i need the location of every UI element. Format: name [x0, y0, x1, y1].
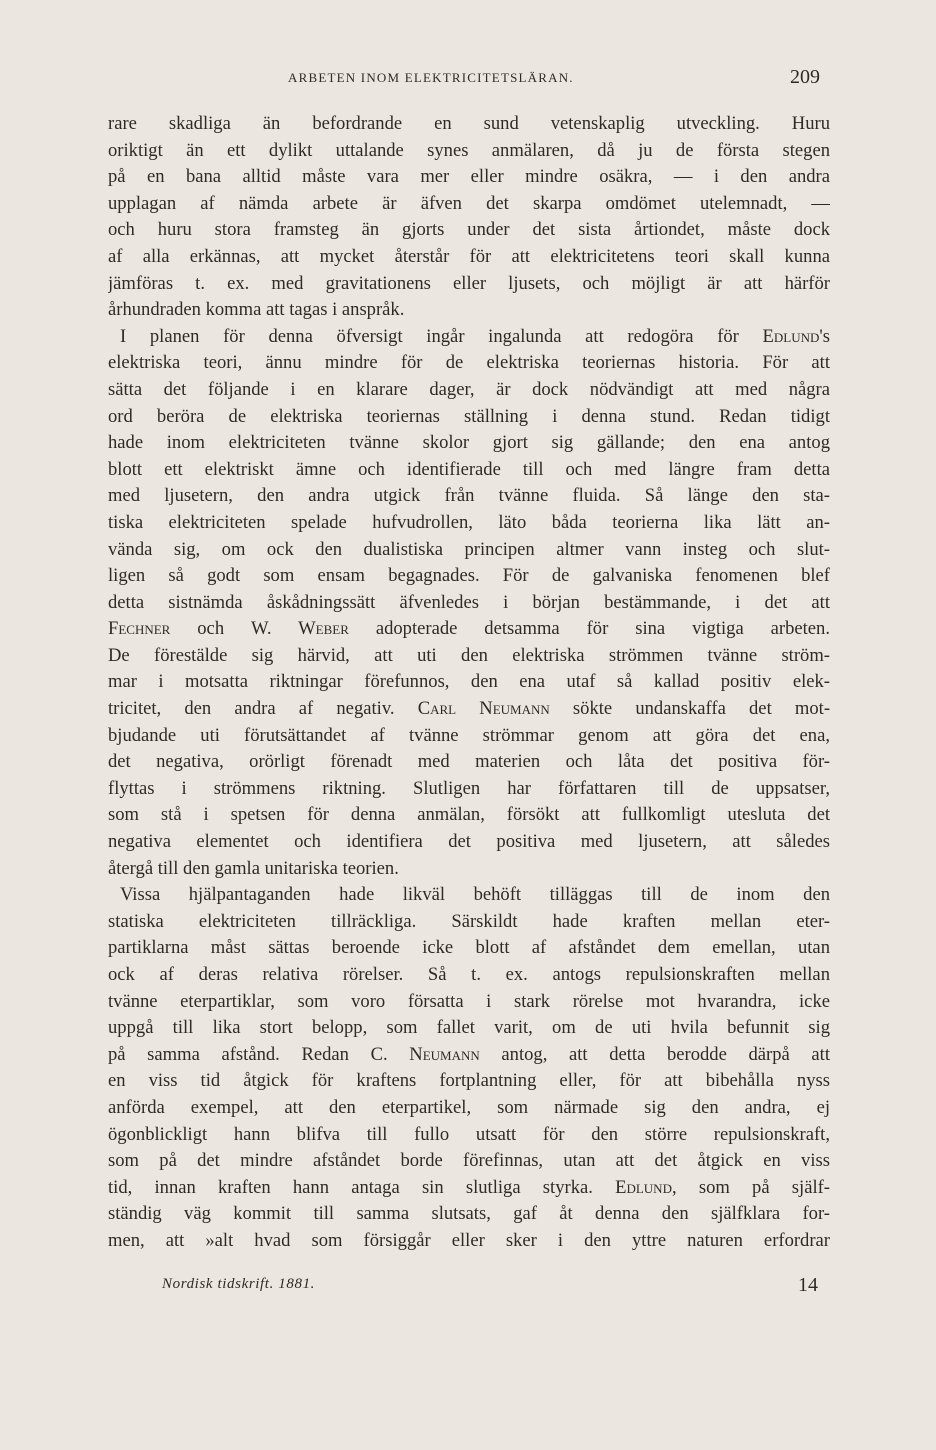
- text-line: blott ett elektriskt ämne och identifierade till och med längre fram detta: [108, 458, 830, 480]
- author-name: Edlund: [762, 325, 820, 347]
- text-line: anförda exempel, att den eterpartikel, som närmade sig den andra, ej: [108, 1096, 830, 1118]
- text-line: detta sistnämda åskådningssätt äfvenledes i början bestämmande, i det att: [108, 591, 830, 613]
- paragraph-end-line: återgå till den gamla unitariska teorien.: [108, 857, 399, 879]
- text-line: jämföras t. ex. med gravitationens eller ljusets, och möjligt är att härför: [108, 272, 830, 294]
- text-line: rare skadliga än befordrande en sund vetenskaplig utveckling. Huru: [108, 113, 830, 134]
- text-line: De förestälde sig härvid, att uti den elektriska strömmen tvänne ström-: [108, 644, 830, 666]
- page-number: 209: [790, 66, 820, 88]
- text-line: ögonblickligt hann blifva till fullo utsatt för den större repulsionskraft,: [108, 1123, 830, 1145]
- text-line: [108, 616, 830, 643]
- text-line: statiska elektriciteten tillräckliga. Särskildt hade kraften mellan eter-: [108, 910, 830, 932]
- text-segment: på samma afstånd. Redan C.: [108, 1043, 410, 1065]
- text-segment: , som på själf-: [671, 1176, 830, 1198]
- text-segment: tid, innan kraften hann antaga sin slutliga styrka.: [108, 1176, 616, 1198]
- text-line: uppgå till lika stort belopp, som fallet varit, om de uti hvila befunnit sig: [108, 1017, 830, 1039]
- author-name: Carl Neumann: [417, 698, 550, 720]
- text-line: oriktigt än ett dylikt uttalande synes anmälaren, då ju de första stegen: [108, 139, 830, 161]
- text-line: elektriska teori, ännu mindre för de elektriska teoriernas historia. För att: [108, 352, 830, 374]
- text-segment: och: [170, 618, 252, 640]
- signature-mark: 14: [798, 1274, 818, 1296]
- text-line: af alla erkännas, att mycket återstår för att elektricitetens teori skall kunna: [108, 245, 830, 267]
- text-line: och huru stora framsteg än gjorts under det sista årtiondet, måste dock: [108, 219, 830, 241]
- running-head: [108, 66, 830, 92]
- text-line: upplagan af nämda arbete är äfven det skarpa omdömet utelemnadt, —: [108, 192, 830, 214]
- text-line: mar i motsatta riktningar förefunnos, den ena utaf så kallad positiv elek-: [108, 671, 830, 693]
- text-segment: antog, att detta berodde därpå att: [479, 1043, 830, 1065]
- text-line: ock af deras relativa rörelser. Så t. ex. antogs repulsionskraften mellan: [108, 964, 830, 985]
- text-line: [108, 1042, 830, 1069]
- text-line: som på det mindre afståndet borde förefinnas, utan att det åtgick en viss: [108, 1150, 830, 1172]
- paragraph-start-line: Vissa hjälpantaganden hade likväl behöft tilläggas till de inom den: [120, 884, 830, 906]
- text-line: tvänne eterpartiklar, som voro försatta i stark rörelse mot hvarandra, icke: [108, 990, 830, 1012]
- text-segment: adopterade detsamma för sina vigtiga arbeten.: [348, 618, 830, 640]
- text-line: sätta det följande i en klarare dager, är dock nödvändigt att med några: [108, 378, 830, 400]
- text-line: ord beröra de elektriska teoriernas ställning i denna stund. Redan tidigt: [108, 405, 830, 427]
- text-line: partiklarna måst sättas beroende icke blott af afståndet dem emellan, utan: [108, 937, 830, 959]
- text-line: bjudande uti förutsättandet af tvänne strömmar genom att göra det ena,: [108, 724, 830, 746]
- text-segment: I planen för denna öfversigt ingår ingalunda att redogöra för: [120, 325, 763, 347]
- text-line: på en bana alltid måste vara mer eller mindre osäkra, — i den andra: [108, 166, 830, 188]
- text-segment: 's: [819, 325, 830, 347]
- text-line: som stå i spetsen för denna anmälan, försökt att fullkomligt utesluta det: [108, 804, 830, 826]
- body-text: [108, 111, 830, 1255]
- journal-title: Nordisk tidskrift. 1881.: [162, 1276, 316, 1292]
- text-line: negativa elementet och identifiera det positiva med ljusetern, att således: [108, 831, 830, 853]
- page-footer: [108, 1274, 830, 1300]
- paragraph-start-line: [108, 324, 830, 351]
- text-line: [108, 1175, 830, 1202]
- author-name: W. Weber: [251, 618, 349, 640]
- text-line: men, att »alt hvad som försiggår eller sker i den yttre naturen erfordrar: [108, 1229, 830, 1251]
- text-line: tiska elektriciteten spelade hufvudrollen, läto båda teorierna lika lätt an-: [108, 511, 830, 533]
- author-name: Fechner: [108, 618, 171, 640]
- text-line: med ljusetern, den andra utgick från tvänne fluida. Så länge den sta-: [108, 485, 830, 507]
- text-segment: tricitet, den andra af negativ.: [108, 698, 418, 720]
- running-title: ARBETEN INOM ELEKTRICITETSLÄRAN.: [288, 70, 574, 85]
- text-line: en viss tid åtgick för kraftens fortplantning eller, för att bibehålla nyss: [108, 1070, 830, 1092]
- text-line: [108, 696, 830, 723]
- author-name: Edlund: [615, 1176, 672, 1198]
- text-line: ligen så godt som ensam begagnades. För de galvaniska fenomenen blef: [108, 565, 830, 587]
- author-name: Neumann: [409, 1043, 480, 1065]
- text-line: det negativa, orörligt förenadt med materien och låta det positiva för-: [108, 751, 830, 773]
- text-line: vända sig, om ock den dualistiska principen altmer vann insteg och slut-: [108, 538, 830, 560]
- text-line: flyttas i strömmens riktning. Slutligen har författaren till de uppsatser,: [108, 777, 830, 799]
- paragraph-end-line: århundraden komma att tagas i anspråk.: [108, 299, 405, 321]
- text-line: hade inom elektriciteten tvänne skolor gjort sig gällande; den ena antog: [108, 432, 830, 454]
- text-line: ständig väg kommit till samma slutsats, gaf åt denna den själfklara for-: [108, 1203, 830, 1225]
- text-segment: sökte undanskaffa det mot-: [549, 698, 830, 720]
